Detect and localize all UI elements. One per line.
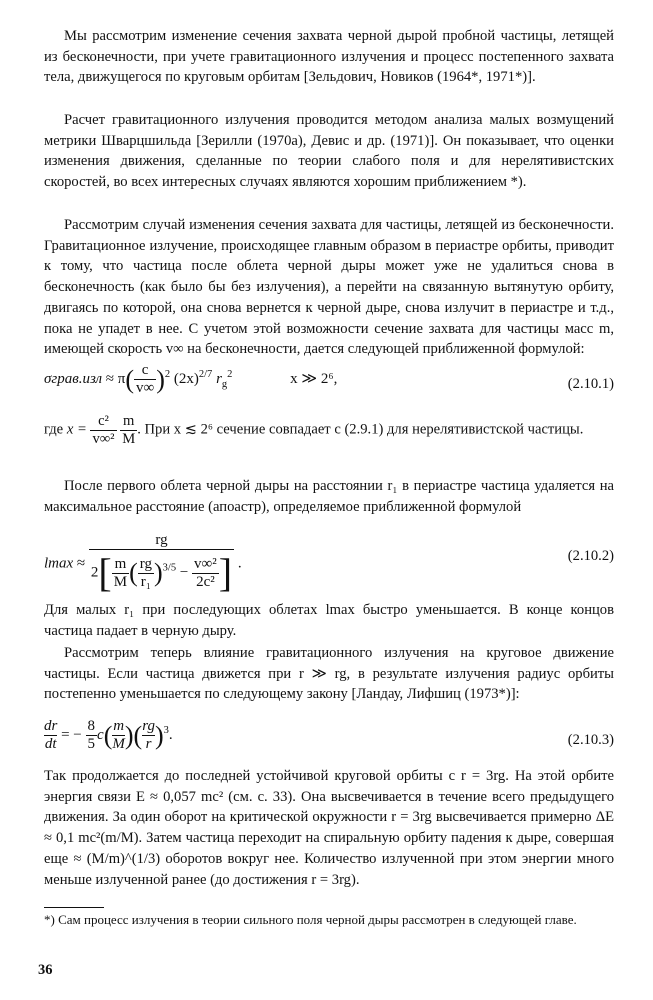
page-number: 36 [38, 962, 53, 978]
footnote-divider [44, 907, 104, 908]
equation-2-10-2: lmax ≈ rg 2[ $\frac{m}{M}$ ( $\frac{rg}{\text{r₁}}$ )$^{3/5}$ − $\frac{\text{v∞²}}{\text{2c²}}$ ] . (2.10.2) [44, 532, 614, 596]
paragraph-small-r1: Для малых r₁ при последующих облетах lmax быстро уменьшается. В конце концов частица падает в черную дыру. [44, 602, 614, 639]
x-def-frac1: $\frac{\text{c²}}{\text{v∞²}}$ [92, 413, 115, 447]
equation-2-10-3: $\frac{dr}{dt}$ = − $\frac{8}{5}$ $c(\frac{m}{M}$ )($\frac{rg}{r}$ )$^3$. (2.10.3) [44, 718, 614, 753]
footnote: *) Сам процесс излучения в теории сильного поля черной дыры рассмотрен в следующей главе. [44, 912, 577, 927]
paragraph-intro: Мы рассмотрим изменение сечения захвата черной дырой пробной частицы, летящей из бесконечности, при учете гравитационного излучения и процесс постепенного захвата тела, движущегося по круговым орбитам [Зельдович, Новиков (1964*, 1971*)]. [44, 28, 614, 86]
eq1-pi: π [117, 371, 126, 388]
x-def-lhs: x = [66, 421, 87, 438]
eq1-condition: x ≫ 2⁶, [290, 371, 338, 388]
eq2-lhs: lmax [44, 555, 74, 572]
equation-number-2-10-3: (2.10.3) [567, 732, 614, 748]
paragraph-first-pass: После первого облета черной дыры на расстоянии r₁ в периастре частица удаляется на максимальное расстояние (апоастр), определяемое приближенной формулой [44, 478, 614, 515]
equation-number-2-10-2: (2.10.2) [567, 548, 614, 564]
paragraph-capture: Рассмотрим случай изменения сечения захвата для частицы, летящей из бесконечности. Гравитационное излучение, происходящее главным образом в периастре орбиты, приводит к тому, что частица после облета черной дыры может уже не удалиться снова в бесконечность (как было бы без излучения), а перейти на связанную вытянутую орбиту, двигаясь по которой, она снова вернется к черной дыре, снова излучит в периастре и т.д., пока не упадет в нее. С учетом этой возможности сечение захвата для частицы масс m, имеющей скорость v∞ на бесконечности, дается следующей приближенной формулой: [44, 217, 614, 358]
paragraph-last-orbit: Так продолжается до последней устойчивой круговой орбиты с r = 3rg. На этой орбите энергия связи E ≈ 0,057 mc² (см. с. 33). Она высвечивается в течение всего предыдущего движения. За один оборот на критической окружности r = 3rg высвечивается примерно ΔE ≈ 0,1 mc²(m/M). Затем частица переходит на спиральную орбиту падения к дыре, совершая еще ≈ (M/m)^(1/3) оборотов вокруг нее. Количество излученной при этом энергии много меньше излученной ранее (до достижения r = 3rg). [44, 768, 614, 888]
equation-2-10-1: σграв.изл ≈ π( $\frac{c}{v\infty}$ )$^2$ $(2x)^{2/7}$ $r_g^2$ x ≫ 2⁶, (2.10.1) [44, 362, 614, 397]
eq1-lhs: σграв.изл [44, 371, 103, 388]
eq1-approx: ≈ [105, 371, 115, 388]
paragraph-x-definition: где x = $\frac{\text{c²}}{\text{v∞²}}$ $\frac{m}{M}$ . При x ≲ 2⁶ сечение совпадает с (2.9.1) для нерелятивистской частицы. [44, 413, 584, 447]
eq1-fraction: $\frac{c}{v\infty}$ [136, 362, 155, 397]
paragraph-circular-motion: Рассмотрим теперь влияние гравитационного излучения на круговое движение частицы. Если частица движется при r ≫ rg, в результате излучения радиус орбиты постепенно уменьшается по следующему закону [Ландау, Лифшиц (1973*)]: [44, 645, 614, 703]
paragraph-calculation: Расчет гравитационного излучения проводится методом анализа малых возмущений метрики Шварцшильда [Зерилли (1970а), Девис и др. (1971)]. Он показывает, что оценки изменения движения, сделанные по теории слабого поля и для нерелятивистских скоростей, во всех интересных случаях являются хорошим приближением *). [44, 112, 614, 191]
eq2-fraction: rg 2[ $\frac{m}{M}$ ( $\frac{rg}{\text{r₁}}$ )$^{3/5}$ − $\frac{\text{v∞²}}{\text{2c²}}$ ] [90, 532, 233, 596]
x-def-frac2: $\frac{m}{M}$ [122, 413, 136, 447]
eq3-lhs: $\frac{dr}{dt}$ [44, 718, 58, 753]
equation-number-2-10-1: (2.10.1) [567, 376, 614, 392]
eq1-twox: (2x) [173, 371, 199, 388]
